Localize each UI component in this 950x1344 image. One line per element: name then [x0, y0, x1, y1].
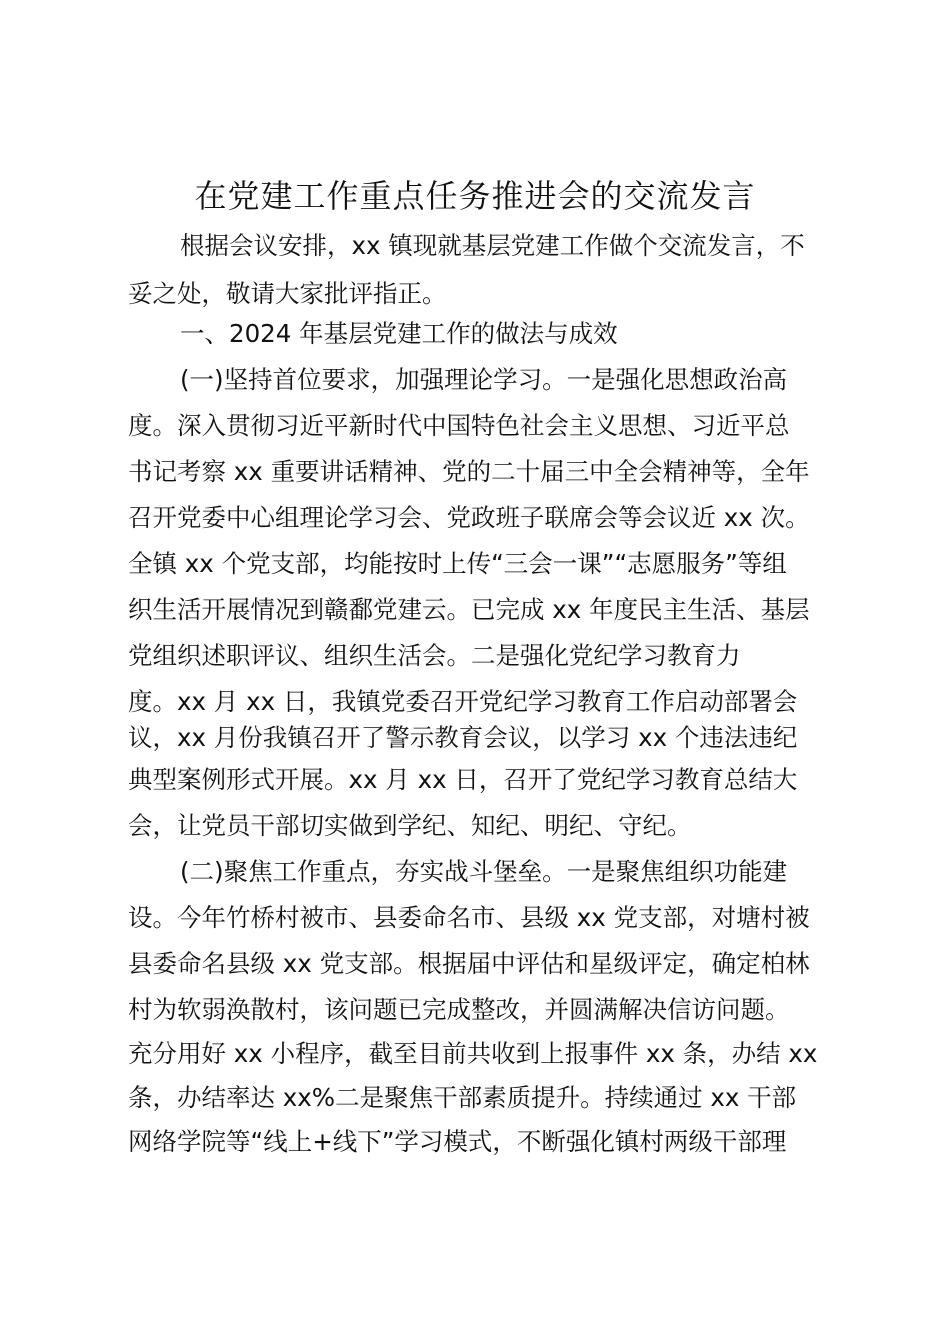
paragraph-line: (一)坚持首位要求，加强理论学习。一是强化思想政治高 [180, 365, 788, 394]
paragraph-line: 妥之处，敬请大家批评指正。 [128, 279, 447, 308]
paragraph-line: 度。深入贯彻习近平新时代中国特色社会主义思想、习近平总 [128, 411, 790, 440]
paragraph-line: (二)聚焦工作重点，夯实战斗堡垒。一是聚焦组织功能建 [180, 857, 788, 886]
paragraph-line: 村为软弱涣散村，该问题已完成整改，并圆满解决信访问题。 [128, 995, 790, 1024]
paragraph-line: 全镇 xx 个党支部，均能按时上传“三会一课”“志愿服务”等组 [128, 549, 787, 578]
paragraph-line: 根据会议安排，xx 镇现就基层党建工作做个交流发言，不 [180, 231, 805, 260]
paragraph-line: 书记考察 xx 重要讲话精神、党的二十届三中全会精神等，全年 [128, 457, 810, 486]
section-heading: 一、2024 年基层党建工作的做法与成效 [180, 319, 618, 348]
paragraph-line: 织生活开展情况到赣鄱党建云。已完成 xx 年度民主生活、基层 [128, 595, 810, 624]
paragraph-line: 设。今年竹桥村被市、县委命名市、县级 xx 党支部，对塘村被 [128, 903, 810, 932]
paragraph-line: 召开党委中心组理论学习会、党政班子联席会等会议近 xx 次。 [128, 503, 810, 532]
paragraph-line: 充分用好 xx 小程序，截至目前共收到上报事件 xx 条，办结 xx [128, 1039, 818, 1068]
paragraph-line: 县委命名县级 xx 党支部。根据届中评估和星级评定，确定柏林 [128, 949, 810, 978]
paragraph-line: 网络学院等“线上+线下”学习模式，不断强化镇村两级干部理 [128, 1127, 787, 1156]
paragraph-line: 条，办结率达 xx%二是聚焦干部素质提升。持续通过 xx 干部 [128, 1083, 797, 1112]
paragraph-line: 度。xx 月 xx 日，我镇党委召开党纪学习教育工作启动部署会 [128, 687, 798, 716]
paragraph-line: 典型案例形式开展。xx 月 xx 日，召开了党纪学习教育总结大 [128, 765, 798, 794]
paragraph-line: 党组织述职评议、组织生活会。二是强化党纪学习教育力 [128, 641, 741, 670]
paragraph-line: 议，xx 月份我镇召开了警示教育会议，以学习 xx 个违法违纪 [128, 723, 798, 752]
paragraph-line: 会，让党员干部切实做到学纪、知纪、明纪、守纪。 [128, 811, 692, 840]
document-title: 在党建工作重点任务推进会的交流发言 [194, 177, 756, 215]
